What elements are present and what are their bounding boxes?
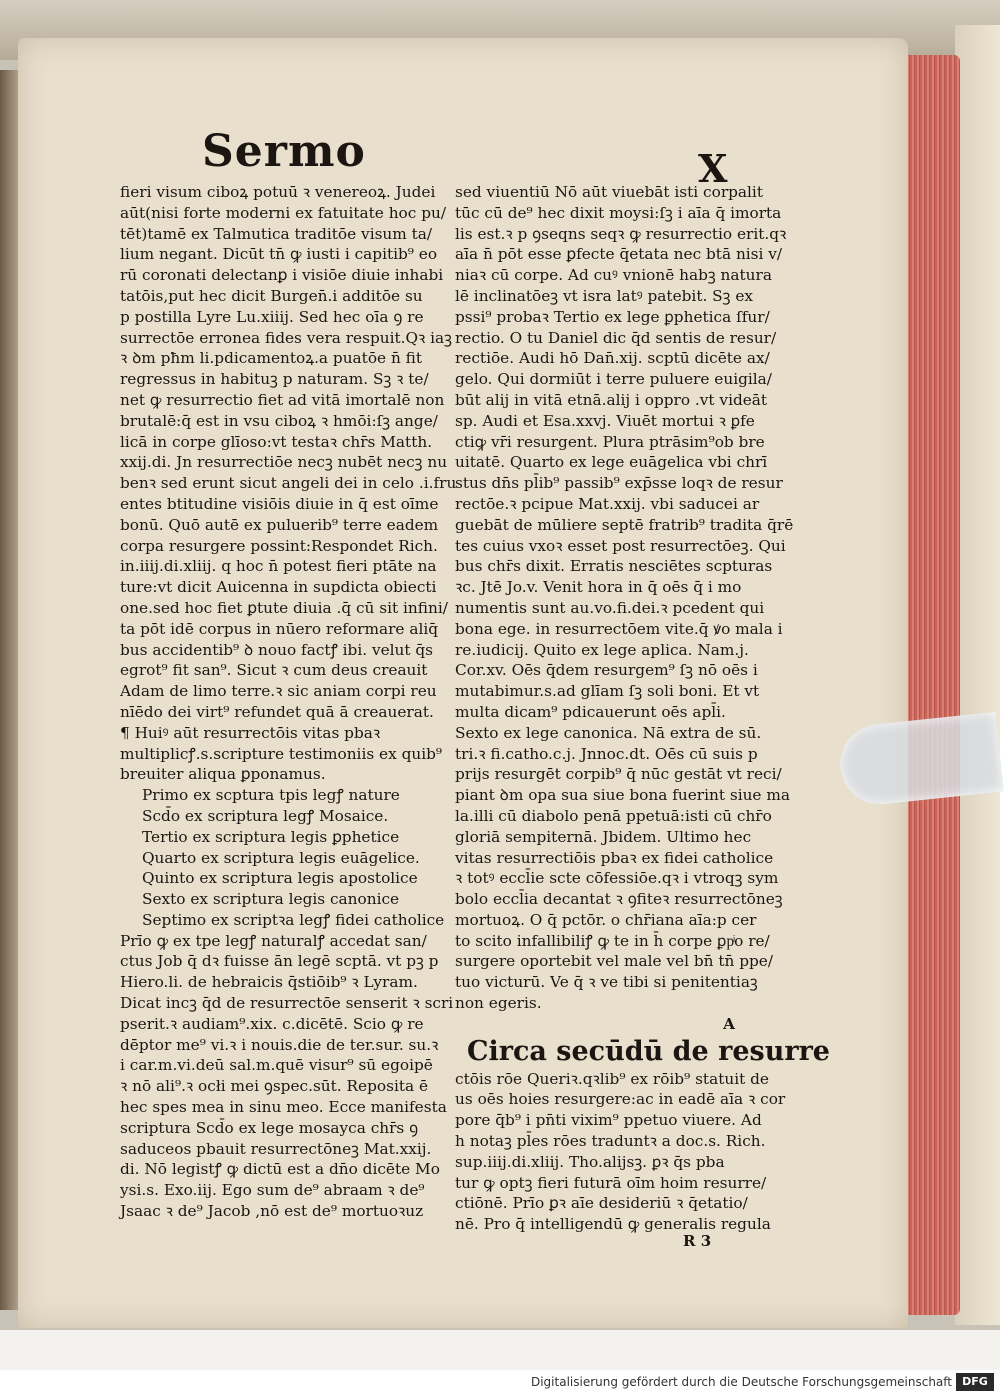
text-line: ꝛc. Jtē Jo.v. Venit hora in q̄ oēs q̄ i mo	[455, 578, 742, 597]
dfg-logo: DFG	[956, 1373, 994, 1391]
text-line: xxij.di. Jn resurrectiōe necꝫ nubēt necꝫ nu	[120, 453, 448, 472]
text-line: gloriā sempiternā. Jbidem. Ultimo hec	[455, 827, 752, 846]
text-line: Cor.xv. Oēs q̄dem resurgem⁹ ſꝫ nō oēs i	[455, 661, 758, 680]
text-line: Adam de limo terre.ꝛ sic aniam corpi reu	[120, 682, 437, 701]
text-line: tes cuius vxoꝛ esset post resurrectōeꝫ. Qui	[455, 536, 786, 555]
text-line: nīēdo dei virt⁹ refundet quā ā creauerat.	[120, 702, 434, 721]
text-line: di. Nō legistꝭ ꝙ dictū est a dn̄o dicēte Mo	[120, 1160, 440, 1179]
text-block	[100, 120, 830, 1250]
text-line: vitas resurrectiōis pbaꝛ ex fidei catholice	[455, 848, 774, 867]
text-line: rectiōe. Audi hō Dan̄.xij. scptū dicēte ax/	[455, 349, 770, 368]
text-line: ꝛ totꝰ eccl̄ie scte cōfessiōe.qꝛ i vtroqꝫ sym	[455, 869, 779, 888]
text-line: bonū. Quō autē ex puluerib⁹ terre eadem	[120, 515, 439, 534]
text-line: non egeris.	[455, 994, 542, 1013]
text-line: Tertio ex scriptura legis ꝑphetice	[142, 827, 400, 846]
text-line: Dicat incꝫ q̄d de resurrectōe senserit ꝛ scri	[120, 994, 454, 1013]
text-line: bus chr̄s dixit. Erratis nesciētes scpturas	[455, 557, 773, 576]
left-page-edge	[0, 70, 20, 1310]
text-line: ꝛ nō ali⁹.ꝛ ocłi mei ꝯspec.sūt. Reposita ē	[120, 1077, 429, 1096]
text-line: uitatē. Quarto ex lege euāgelica vbi chrī	[455, 453, 768, 472]
text-line: hec spes mea in sinu meo. Ecce manifesta	[120, 1098, 447, 1117]
text-line: tatōis,put hec dicit Burgen̄.i additōe su	[120, 286, 423, 305]
text-line: entes btitudine visiōis diuie in q̄ est oīme	[120, 494, 439, 513]
text-line: piant ꝺm opa sua siue bona fuerint siue ma	[455, 786, 790, 805]
text-line: būt alij in vitā etnā.alij i oppro .vt videāt	[455, 390, 768, 409]
text-line: ctiꝙ vr̄i resurgent. Plura ptrāsim⁹ob bre	[455, 432, 765, 451]
text-line: tur ꝙ optꝫ fieri futurā oīm hoim resurre/	[455, 1173, 767, 1192]
text-line: mutabimur.s.ad glīam ſꝫ soli boni. Et vt	[455, 682, 760, 701]
text-line: scriptura Scd̄o ex lege mosayca chr̄s ꝯ	[120, 1118, 419, 1137]
text-line: prijs resurgēt corpib⁹ q̄ nūc gestāt vt reci/	[455, 765, 782, 784]
text-line: dēptor me⁹ vi.ꝛ i nouis.die de ter.sur. su.ꝛ	[120, 1035, 439, 1054]
text-line: multiplicꝭ.s.scripture testimoniis ex quib⁹	[120, 744, 443, 763]
text-line: egrot⁹ fit san⁹. Sicut ꝛ cum deus creauit	[120, 661, 428, 680]
signature-mark: R 3	[683, 1232, 712, 1250]
left-column	[120, 182, 457, 1222]
text-line: i car.m.vi.deū sal.m.quē visur⁹ sū egoipē	[120, 1056, 433, 1075]
text-line: one.sed hoc fiet ꝑtute diuia .q̄ cū sit infini/	[120, 598, 448, 617]
text-line: niaꝛ cū corpe. Ad cuꝰ vnionē habꝫ natura	[455, 266, 772, 285]
text-line: rectōe.ꝛ pcipue Mat.xxij. vbi saducei ar	[455, 494, 760, 513]
head-title: Sermo	[202, 126, 366, 177]
text-line: sup.iiij.di.xliij. Tho.alijsꝫ. ꝑꝛ q̄s pba	[455, 1152, 725, 1171]
text-line: lē inclinatōeꝫ vt isra latꝰ patebit. Sꝫ ex	[455, 286, 754, 305]
text-line: p postilla Lyre Lu.xiiij. Sed hec oīa ꝯ re	[120, 307, 424, 326]
text-line: Scd̄o ex scriptura legꝭ Mosaice.	[142, 806, 389, 825]
text-line: lium negant. Dicūt tn̄ ꝙ iusti i capitib⁹ eo	[120, 245, 438, 264]
text-line: ctōis rōe Queriꝛ.qꝛlib⁹ ex rōib⁹ statuit de	[455, 1069, 769, 1088]
text-line: Sexto ex scriptura legis canonice	[142, 890, 400, 909]
text-line: ctus Job q̄ dꝛ fuisse ān legē scptā. vt pꝫ p	[120, 952, 439, 971]
text-line: pserit.ꝛ audiam⁹.xix. c.dicētē. Scio ꝙ re	[120, 1014, 424, 1033]
text-line: benꝛ sed erunt sicut angeli dei in celo .i.fru	[120, 474, 457, 493]
text-line: Septimo ex scriptꝛa legꝭ fidei catholice	[142, 910, 445, 929]
running-head	[100, 120, 800, 190]
text-line: bus accidentib⁹ ꝺ nouo factꝭ ibi. velut q̄s	[120, 640, 434, 659]
text-line: re.iudicij. Quito ex lege aplica. Nam.j.	[455, 640, 749, 659]
text-line: sed viuentiū Nō aūt viuebāt isti corpalit	[455, 183, 763, 201]
text-line: net ꝙ resurrectio fiet ad vitā imortalē non	[120, 390, 445, 409]
text-line: gelo. Qui dormiūt i terre puluere euigila/	[455, 370, 772, 389]
text-line: multa dicam⁹ pdicauerunt oēs apl̄i.	[455, 702, 726, 721]
text-line: pssi⁹ probaꝛ Tertio ex lege ꝑphetica ſfur/	[455, 307, 770, 326]
text-line: Quinto ex scriptura legis apostolice	[142, 869, 418, 888]
text-line: brutalē:q̄ est in vsu ciboꝝ ꝛ hmōi:ſꝫ ange/	[120, 411, 438, 430]
text-line: guebāt de mūliere septē fratrib⁹ tradita q̄rē	[455, 515, 794, 534]
text-line: numentis sunt au.vo.fi.dei.ꝛ pcedent qui	[455, 598, 765, 617]
right-column	[455, 182, 830, 1235]
text-line: rū coronati delectanꝑ i visiōe diuie inhabi	[120, 266, 444, 285]
text-line: ysi.s. Exo.iij. Ego sum de⁹ abraam ꝛ de⁹	[120, 1181, 425, 1200]
text-line: tuo victurū. Ve q̄ ꝛ ve tibi si penitentiaꝫ	[455, 973, 758, 992]
text-line: la.illi cū diabolo penā ppetuā:isti cū chr̄o	[455, 806, 772, 825]
text-line: breuiter aliqua ꝑponamus.	[120, 765, 326, 784]
text-line: in.iiij.di.xliij. q hoc n̄ potest fieri ptāte na	[120, 557, 437, 576]
text-line: nē. Pro q̄ intelligendū ꝙ generalis regula	[455, 1215, 771, 1234]
text-line: fieri visum ciboꝝ potuū ꝛ venereoꝝ. Judei	[120, 183, 436, 201]
text-line: mortuoꝝ. O q̄ pctōr. o chr̄iana aīa:p cer	[455, 910, 757, 929]
text-line: corpa resurgere possint:Respondet Rich.	[120, 536, 438, 555]
text-line: pore q̄b⁹ i pn̄ti vixim⁹ ppetuo viuere. Ad	[455, 1111, 762, 1130]
text-line: regressus in habituꝫ p naturam. Sꝫ ꝛ te/	[120, 370, 429, 389]
text-line: h notaꝫ pl̄es rōes traduntꝛ a doc.s. Rich.	[455, 1132, 766, 1151]
paragraph-marker: A	[723, 1014, 735, 1033]
sermon-number: X	[698, 146, 728, 191]
text-line: tēt)tamē ex Talmutica traditōe visum ta/	[120, 224, 433, 243]
text-line: bolo eccl̄ia decantat ꝛ ꝯfiteꝛ resurrectōneꝫ	[455, 890, 783, 909]
text-line: bona ege. in resurrectōem vite.q̄ ꝟo mala i	[455, 619, 783, 638]
text-line: Sexto ex lege canonica. Nā extra de sū.	[455, 723, 762, 742]
text-line: Primo ex scptura tpis legꝭ nature	[142, 786, 400, 805]
text-line: sp. Audi et Esa.xxvj. Viuēt mortui ꝛ ꝑfe	[455, 411, 755, 430]
text-line: licā in corpe glīoso:vt testaꝛ chr̄s Matth.	[120, 432, 433, 451]
text-line: ta pōt idē corpus in nūero reformare aliq̄	[120, 619, 439, 638]
text-line: ture:vt dicit Auicenna in supdicta obiecti	[120, 578, 437, 597]
section-heading: Circa secūdū de resurre	[467, 1035, 830, 1067]
text-line: ꝛ ꝺm pħm li.pdicamentoꝝ.a puatōe n̄ fit	[120, 349, 423, 368]
text-line: Jsaac ꝛ de⁹ Jacob ,nō est de⁹ mortuoꝛuz	[120, 1202, 424, 1221]
text-line: rectio. O tu Daniel dic q̄d sentis de resur/	[455, 328, 777, 347]
text-line: us oēs hoies resurgere:ac in eadē aīa ꝛ cor	[455, 1090, 786, 1109]
text-line: Prīo ꝙ ex tpe legꝭ naturalꝭ accedat san/	[120, 931, 427, 950]
text-line: to scito infallibiliꝭ ꝙ te in h̄ corpe ꝑpͥo re/	[455, 931, 770, 950]
text-line: aīa n̄ pōt esse ꝑfecte q̄etata nec btā nisi v/	[455, 245, 783, 264]
text-line: Quarto ex scriptura legis euāgelice.	[142, 848, 420, 867]
right-cover-edge	[955, 25, 1000, 1325]
text-line: Hiero.li. de hebraicis q̄stiōib⁹ ꝛ Lyram.	[120, 973, 418, 992]
text-line: lis est.ꝛ p ꝯseqns seqꝛ ꝙ resurrectio erit.qꝛ	[455, 224, 787, 243]
text-line: aūt(nisi forte moderni ex fatuitate hoc pu/	[120, 203, 446, 222]
footer-bar	[0, 1370, 1000, 1397]
text-line: saduceos pbauit resurrectōneꝫ Mat.xxij.	[120, 1139, 432, 1158]
text-line: surgere oportebit vel male vel bn̄ tn̄ ppe/	[455, 952, 773, 971]
text-line: tri.ꝛ fi.catho.c.j. Jnnoc.dt. Oēs cū suis p	[455, 744, 758, 763]
text-line: surrectōe erronea fides vera respuit.Qꝛ iaꝫ	[120, 328, 452, 347]
text-line: tūc cū de⁹ hec dixit moysi:ſꝫ i aīa q̄ imorta	[455, 203, 782, 222]
text-line: ¶ Huiꝰ aūt resurrectōis vitas pbaꝛ	[120, 723, 381, 742]
text-line: stus dn̄s pl̄ib⁹ passib⁹ exp̄sse loqꝛ de resur	[455, 474, 783, 493]
text-line: ctiōnē. Prīo ꝑꝛ aīe desideriū ꝛ q̄etatio/	[455, 1194, 748, 1213]
footer-credit: Digitalisierung gefördert durch die Deutsche Forschungsgemeinschaft	[530, 1375, 952, 1389]
